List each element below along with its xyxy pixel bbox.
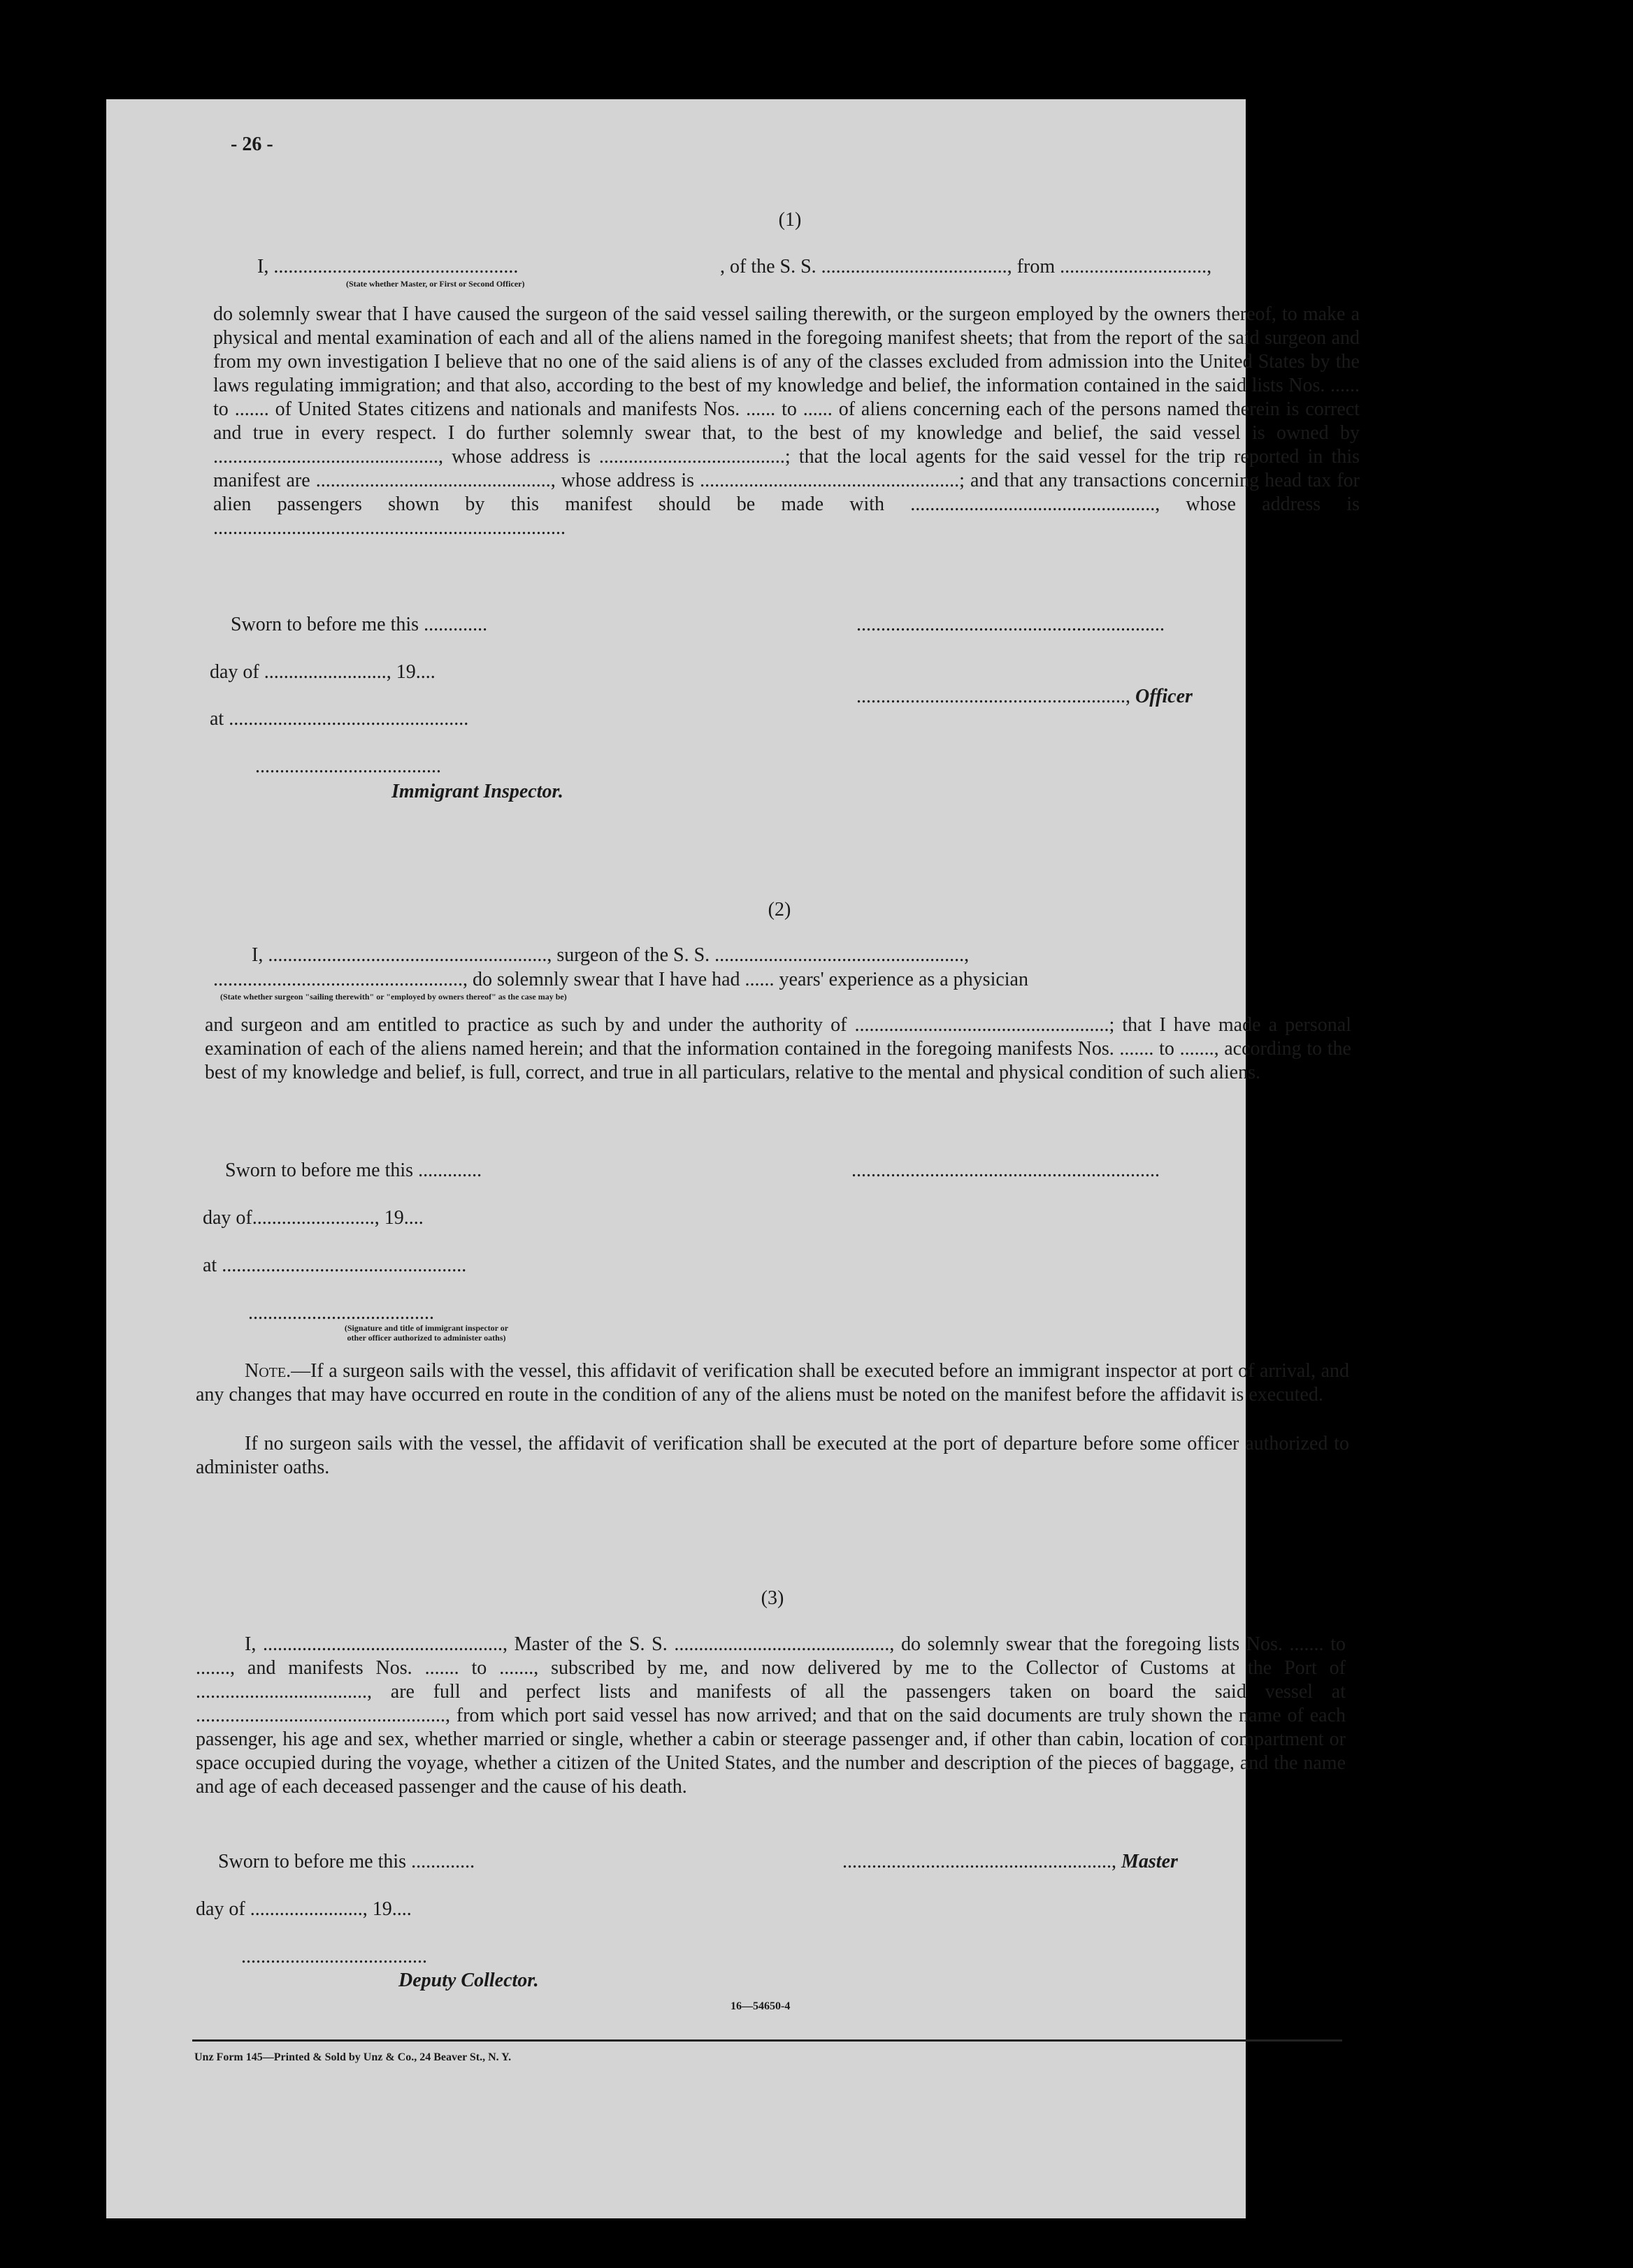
section1-officer-dots: .......................................................,: [856, 686, 1135, 707]
section2-officer-note-1: (Signature and title of immigrant inspector or: [344, 1323, 509, 1333]
punch-hole: [1437, 267, 1479, 309]
section1-officer-label: Officer: [1135, 686, 1193, 707]
punch-hole: [1426, 1503, 1468, 1545]
section2-note-2: If no surgeon sails with the vessel, the affidavit of verification shall be executed at the port of departure before some officer authorized to administer oaths.: [196, 1433, 1349, 1478]
form-code: 16—54650-4: [731, 2000, 791, 2012]
section2-note-body: —If a surgeon sails with the vessel, this affidavit of verification shall be executed before an immigrant inspector at port of arrival, and any changes that may have occurred en route in the condition of any of the aliens must be noted on the manifest before the affidavit is executed.: [196, 1360, 1349, 1406]
section3-deputy-label: Deputy Collector.: [398, 1970, 539, 1991]
section1-officer-sig: [856, 685, 1193, 709]
section3-master-sig: [842, 1850, 1178, 1874]
section1-officer-note: (State whether Master, or First or Second Officer): [346, 279, 525, 289]
section3-heading: (3): [761, 1587, 784, 1609]
punch-hole: [1446, 1985, 1488, 2027]
section1-at-line: at .................................................: [210, 708, 469, 730]
section3-oath-body: I, ................................................., Master of the S. S. ............................................, do solemnly swear that the foregoing lists Nos. ....... to ......., and manifests Nos. ....... to ......., subscribed by me, and now delivered by me to the Collector of Customs at the Port of ..................................., are full and perfect lists and manifests of all the passengers taken on board the said vessel at ..................................................., from which port said vessel has now arrived; and that on the said documents are truly shown the name of each passenger, his age and sex, whether married or single, whether a cabin or steerage passenger and, if other than cabin, location of compartment or space occupied during the voyage, whether a citizen of the United States, and the number and description of the pieces of baggage, and the name and age of each deceased passenger and the cause of his death.: [196, 1633, 1346, 1798]
section2-note-label: Note.: [245, 1360, 292, 1382]
page-number: - 26 -: [231, 133, 273, 155]
punch-hole: [1425, 2153, 1467, 2195]
punch-hole: [1426, 2023, 1468, 2065]
section2-surgeon-line: I, ........................................................., surgeon of the S. S. ...................................................,: [252, 944, 970, 966]
section2-note: [196, 1359, 1349, 1407]
section2-heading: (2): [768, 899, 791, 920]
section3-sworn-line: Sworn to before me this .............: [218, 1851, 475, 1872]
section1-inspector-label: Immigrant Inspector.: [391, 781, 563, 802]
section3-master-dots: .......................................................,: [842, 1851, 1121, 1872]
punch-hole: [1433, 143, 1475, 185]
section2-signature-line: ...............................................................: [851, 1160, 1160, 1181]
section2-sworn-line: Sworn to before me this .............: [225, 1160, 482, 1181]
section2-day-line: day of........................., 19....: [203, 1207, 424, 1229]
section2-surgeon-note: (State whether surgeon "sailing therewith" or "employed by owners thereof" as the case may be): [220, 992, 567, 1002]
section1-ss-line: , of the S. S. ......................................, from ..............................,: [720, 256, 1212, 277]
section1-heading: (1): [778, 209, 802, 231]
section2-oath-body: and surgeon and am entitled to practice as such by and under the authority of ....................................................; that I have made a personal examination of each of the aliens named herein; and that the information contained in the foregoing manifests Nos. ....... to ......., according to the best of my knowledge and belief, is full, correct, and true in all particulars, relative to the mental and physical condition of such aliens.: [205, 1014, 1351, 1083]
section1-sworn-line: Sworn to before me this .............: [231, 614, 488, 635]
section2-officer-line: ......................................: [248, 1302, 434, 1324]
section2-experience-line: ..................................................., do solemnly swear that I have had ...... years' experience as a physician: [213, 969, 1028, 990]
punch-hole: [1426, 657, 1468, 699]
section3-deputy-line: ......................................: [241, 1946, 427, 1967]
punch-hole: [1461, 303, 1503, 345]
section2-at-line: at ..................................................: [203, 1255, 467, 1276]
section2-officer-note-2: other officer authorized to administer oaths): [347, 1333, 506, 1343]
section1-inspector-line: ......................................: [255, 756, 441, 777]
section3-day-line: day of ......................., 19....: [196, 1898, 412, 1920]
footer-rule: [192, 2039, 1342, 2042]
section1-signature-line: ...............................................................: [856, 614, 1165, 635]
section3-master-label: Master: [1121, 1851, 1178, 1872]
punch-hole: [1428, 1630, 1470, 1672]
section1-day-line: day of ........................., 19....: [210, 661, 436, 683]
punch-hole: [1425, 788, 1467, 830]
section1-oath-body: do solemnly swear that I have caused the surgeon of the said vessel sailing therewith, or the surgeon employed by the owners thereof, to make a physical and mental examination of each and all of the aliens named in the foregoing manifest sheets; that from the report of the said surgeon and from my own investigation I believe that no one of the said aliens is of any of the classes excluded from admission into the United States by the laws regulating immigration; and that also, according to the best of my knowledge and belief, the information contained in the said lists Nos. ...... to ....... of United States citizens and nationals and manifests Nos. ...... to ...... of aliens concerning each of the persons named therein is correct and true in every respect. I do further solemnly swear that, to the best of my knowledge and belief, the said vessel is owned by .............................................., whose address is ......................................; that the local agents for the said vessel for the trip reported in this manifest are ................................................, whose address is .....................................................; and that any transactions concerning head tax for alien passengers shown by this manifest should be made with .................................................., whose address is ........................................................................: [213, 303, 1360, 539]
punch-hole: [1453, 1143, 1495, 1185]
footer-imprint: Unz Form 145—Printed & Sold by Unz & Co., 24 Beaver St., N. Y.: [194, 2051, 512, 2063]
section1-officer-line: I, ..................................................: [257, 256, 519, 277]
